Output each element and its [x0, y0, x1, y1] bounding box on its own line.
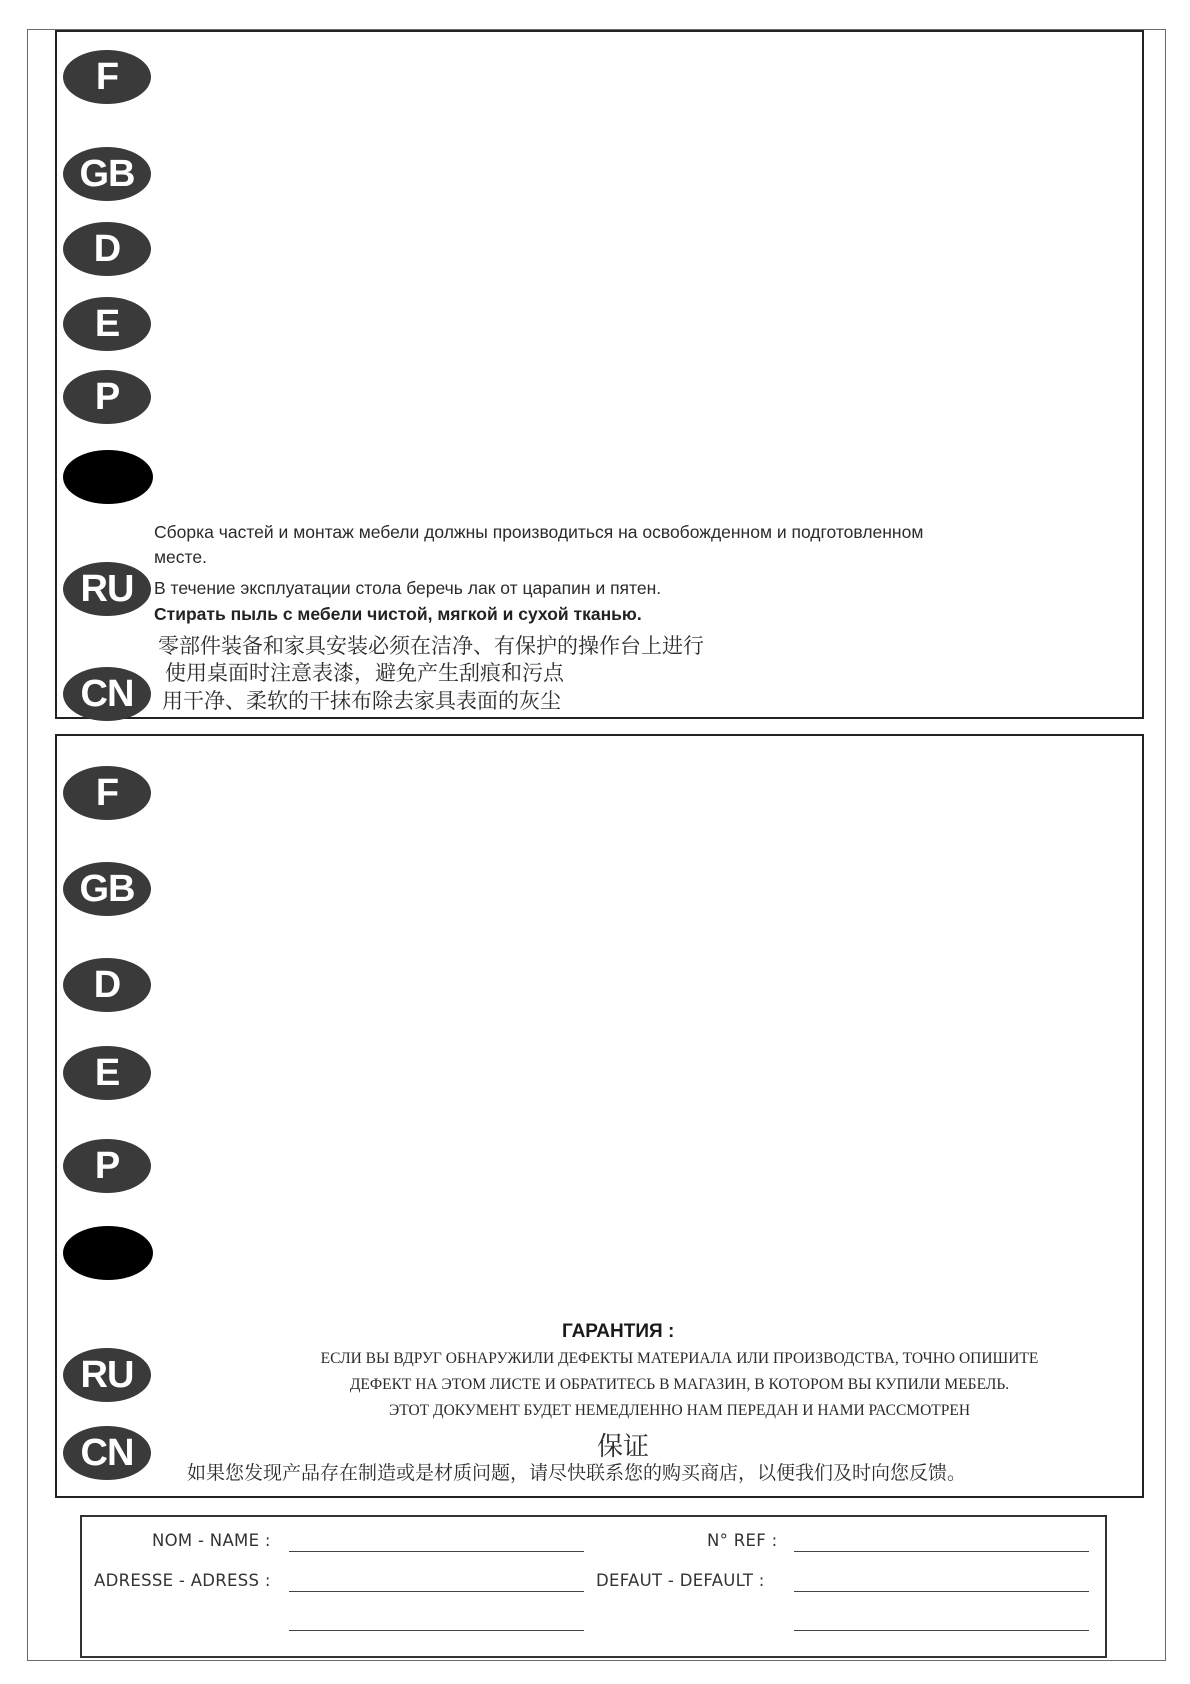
badge-gb: GB	[63, 147, 151, 201]
cn-care-line-1: 零部件装备和家具安装必须在洁净、有保护的操作台上进行	[158, 634, 704, 658]
badge-cn: CN	[63, 667, 151, 721]
name-label: NOM - NAME :	[152, 1531, 271, 1550]
default-field-line-2[interactable]	[794, 1630, 1089, 1631]
ru-care-line-3: В течение эксплуатации стола беречь лак от царапин и пятен.	[154, 578, 662, 598]
warranty-form	[80, 1515, 1107, 1658]
warranty-line-2: ДЕФЕКТ НА ЭТОМ ЛИСТЕ И ОБРАТИТЕСЬ В МАГАЗИН, В КОТОРОМ ВЫ КУПИЛИ МЕБЕЛЬ.	[349, 1376, 1010, 1393]
badge-f: F	[63, 766, 151, 820]
ref-label: N° REF :	[707, 1531, 778, 1550]
warranty-panel	[55, 734, 1144, 1498]
warranty-title-cn: 保证	[597, 1432, 650, 1462]
badge-e: E	[63, 1046, 151, 1100]
name-field[interactable]	[289, 1551, 584, 1552]
ru-care-line-2: месте.	[154, 547, 207, 567]
badge-e: E	[63, 297, 151, 351]
badge-blank	[63, 450, 153, 504]
badge-ru: RU	[63, 562, 151, 616]
warranty-line-1: ЕСЛИ ВЫ ВДРУГ ОБНАРУЖИЛИ ДЕФЕКТЫ МАТЕРИАЛА ИЛИ ПРОИЗВОДСТВА, ТОЧНО ОПИШИТЕ	[320, 1350, 1039, 1367]
default-label: DEFAUT - DEFAULT :	[596, 1571, 765, 1590]
badge-ru: RU	[63, 1348, 151, 1402]
default-field-line-1[interactable]	[794, 1591, 1089, 1592]
warranty-title-ru: ГАРАНТИЯ :	[562, 1321, 675, 1342]
warranty-line-cn: 如果您发现产品存在制造或是材质问题，请尽快联系您的购买商店，以便我们及时向您反馈。	[187, 1462, 967, 1484]
badge-d: D	[63, 958, 151, 1012]
badge-blank	[63, 1226, 153, 1280]
ref-field[interactable]	[794, 1551, 1089, 1552]
care-instructions-panel	[55, 30, 1144, 719]
badge-p: P	[63, 1139, 151, 1193]
badge-d: D	[63, 222, 151, 276]
warranty-line-3: ЭТОТ ДОКУМЕНТ БУДЕТ НЕМЕДЛЕННО НАМ ПЕРЕДАН И НАМИ РАССМОТРЕН	[388, 1402, 971, 1419]
ru-care-line-4: Стирать пыль с мебели чистой, мягкой и сухой тканью.	[154, 604, 642, 624]
address-label: ADRESSE - ADRESS :	[94, 1571, 271, 1590]
badge-gb: GB	[63, 862, 151, 916]
address-field-line-2[interactable]	[289, 1630, 584, 1631]
cn-care-line-3: 用干净、柔软的干抹布除去家具表面的灰尘	[162, 689, 561, 713]
badge-f: F	[63, 50, 151, 104]
badge-p: P	[63, 370, 151, 424]
address-field-line-1[interactable]	[289, 1591, 584, 1592]
badge-cn: CN	[63, 1426, 151, 1480]
ru-care-line-1: Сборка частей и монтаж мебели должны производиться на освобожденном и подготовленном	[154, 522, 924, 542]
cn-care-line-2: 使用桌面时注意表漆，避免产生刮痕和污点	[165, 661, 564, 685]
